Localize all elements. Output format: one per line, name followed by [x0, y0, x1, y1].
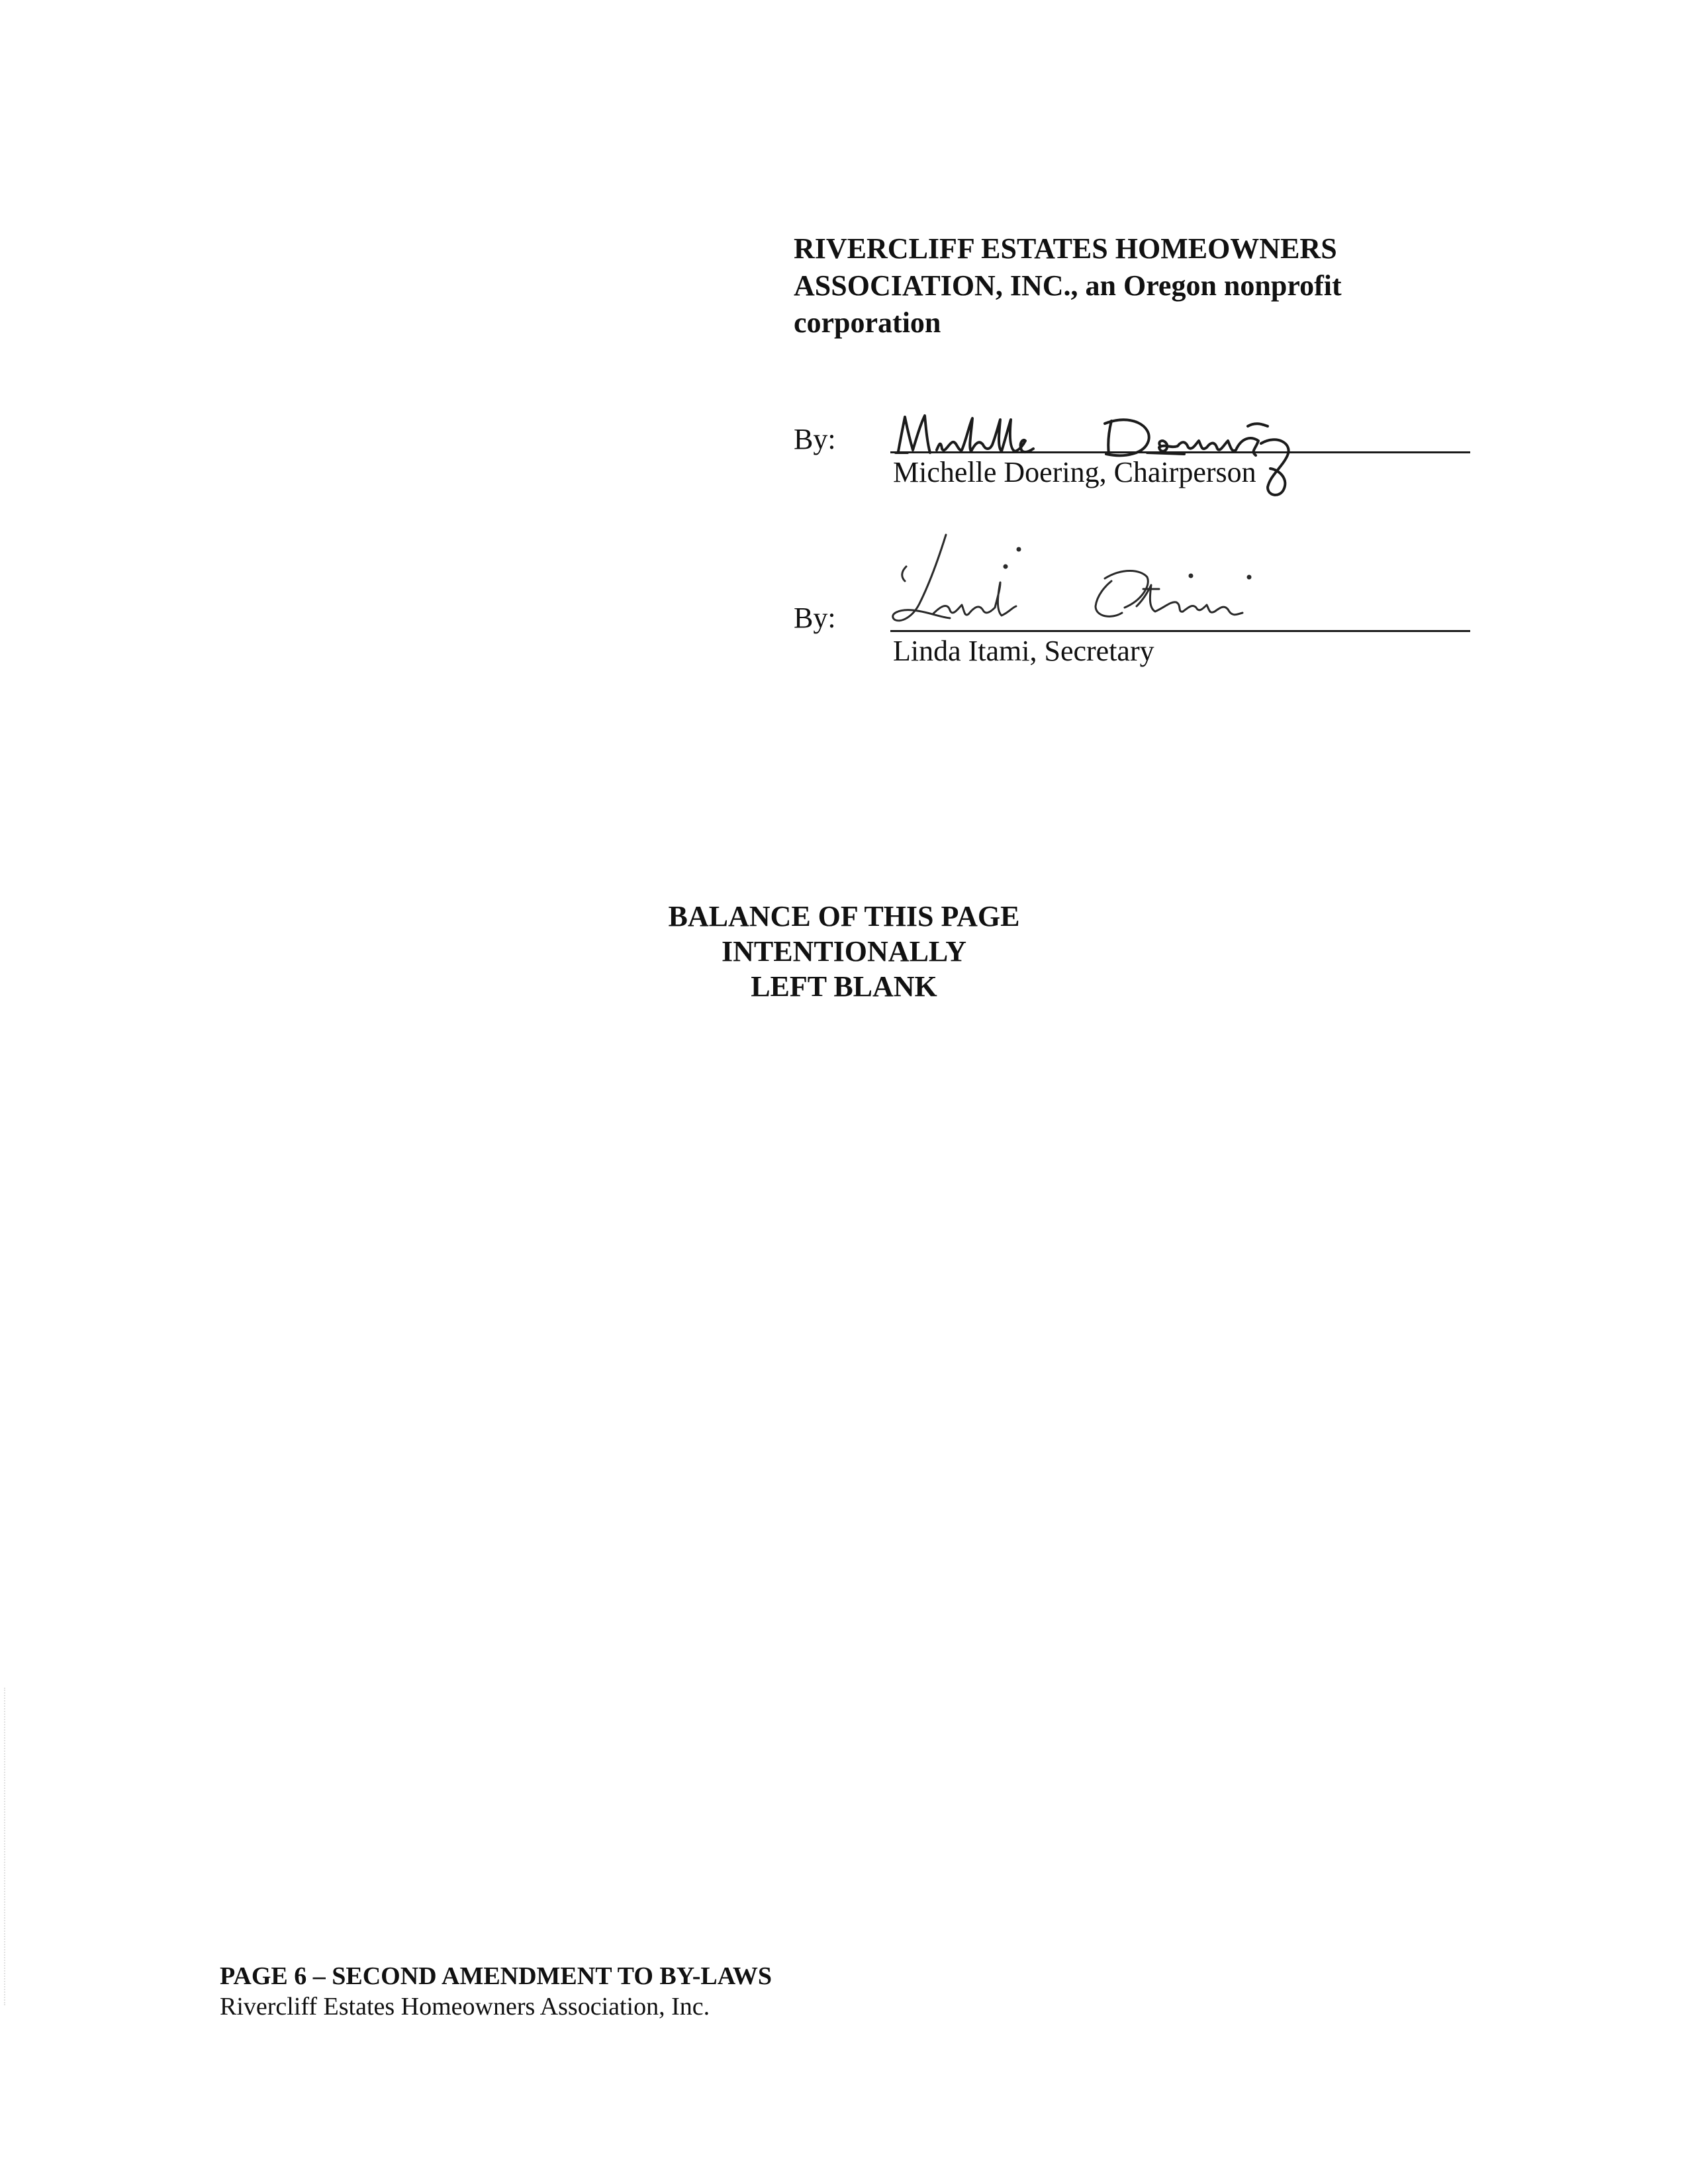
intentionally-blank-notice — [579, 899, 1109, 1004]
organization-name-line: corporation — [794, 306, 941, 339]
signature-line — [890, 630, 1470, 632]
organization-name-line: ASSOCIATION, INC., an Oregon nonprofit — [794, 269, 1342, 302]
signature-line — [890, 451, 1470, 453]
svg-text:Linda Itami: Linda Itami — [926, 615, 929, 616]
organization-name-block — [794, 230, 1489, 341]
footer-subtitle: Rivercliff Estates Homeowners Association, Inc. — [220, 1993, 710, 2021]
notice-line: INTENTIONALLY — [721, 935, 967, 968]
scan-artifact — [4, 1688, 5, 2005]
notice-line: LEFT BLANK — [751, 970, 937, 1003]
signature-block-secretary — [794, 529, 1495, 667]
page-footer — [220, 1961, 772, 2022]
notice-line: BALANCE OF THIS PAGE — [668, 900, 1020, 933]
footer-title: PAGE 6 – SECOND AMENDMENT TO BY-LAWS — [220, 1962, 773, 1990]
signer-name-title: Michelle Doering, Chairperson — [893, 456, 1256, 488]
organization-name-line: RIVERCLIFF ESTATES HOMEOWNERS — [794, 232, 1337, 265]
by-label: By: — [794, 423, 836, 455]
signature-block-chairperson — [794, 397, 1495, 529]
signer-name-title: Linda Itami, Secretary — [893, 635, 1154, 667]
by-label: By: — [794, 602, 836, 634]
